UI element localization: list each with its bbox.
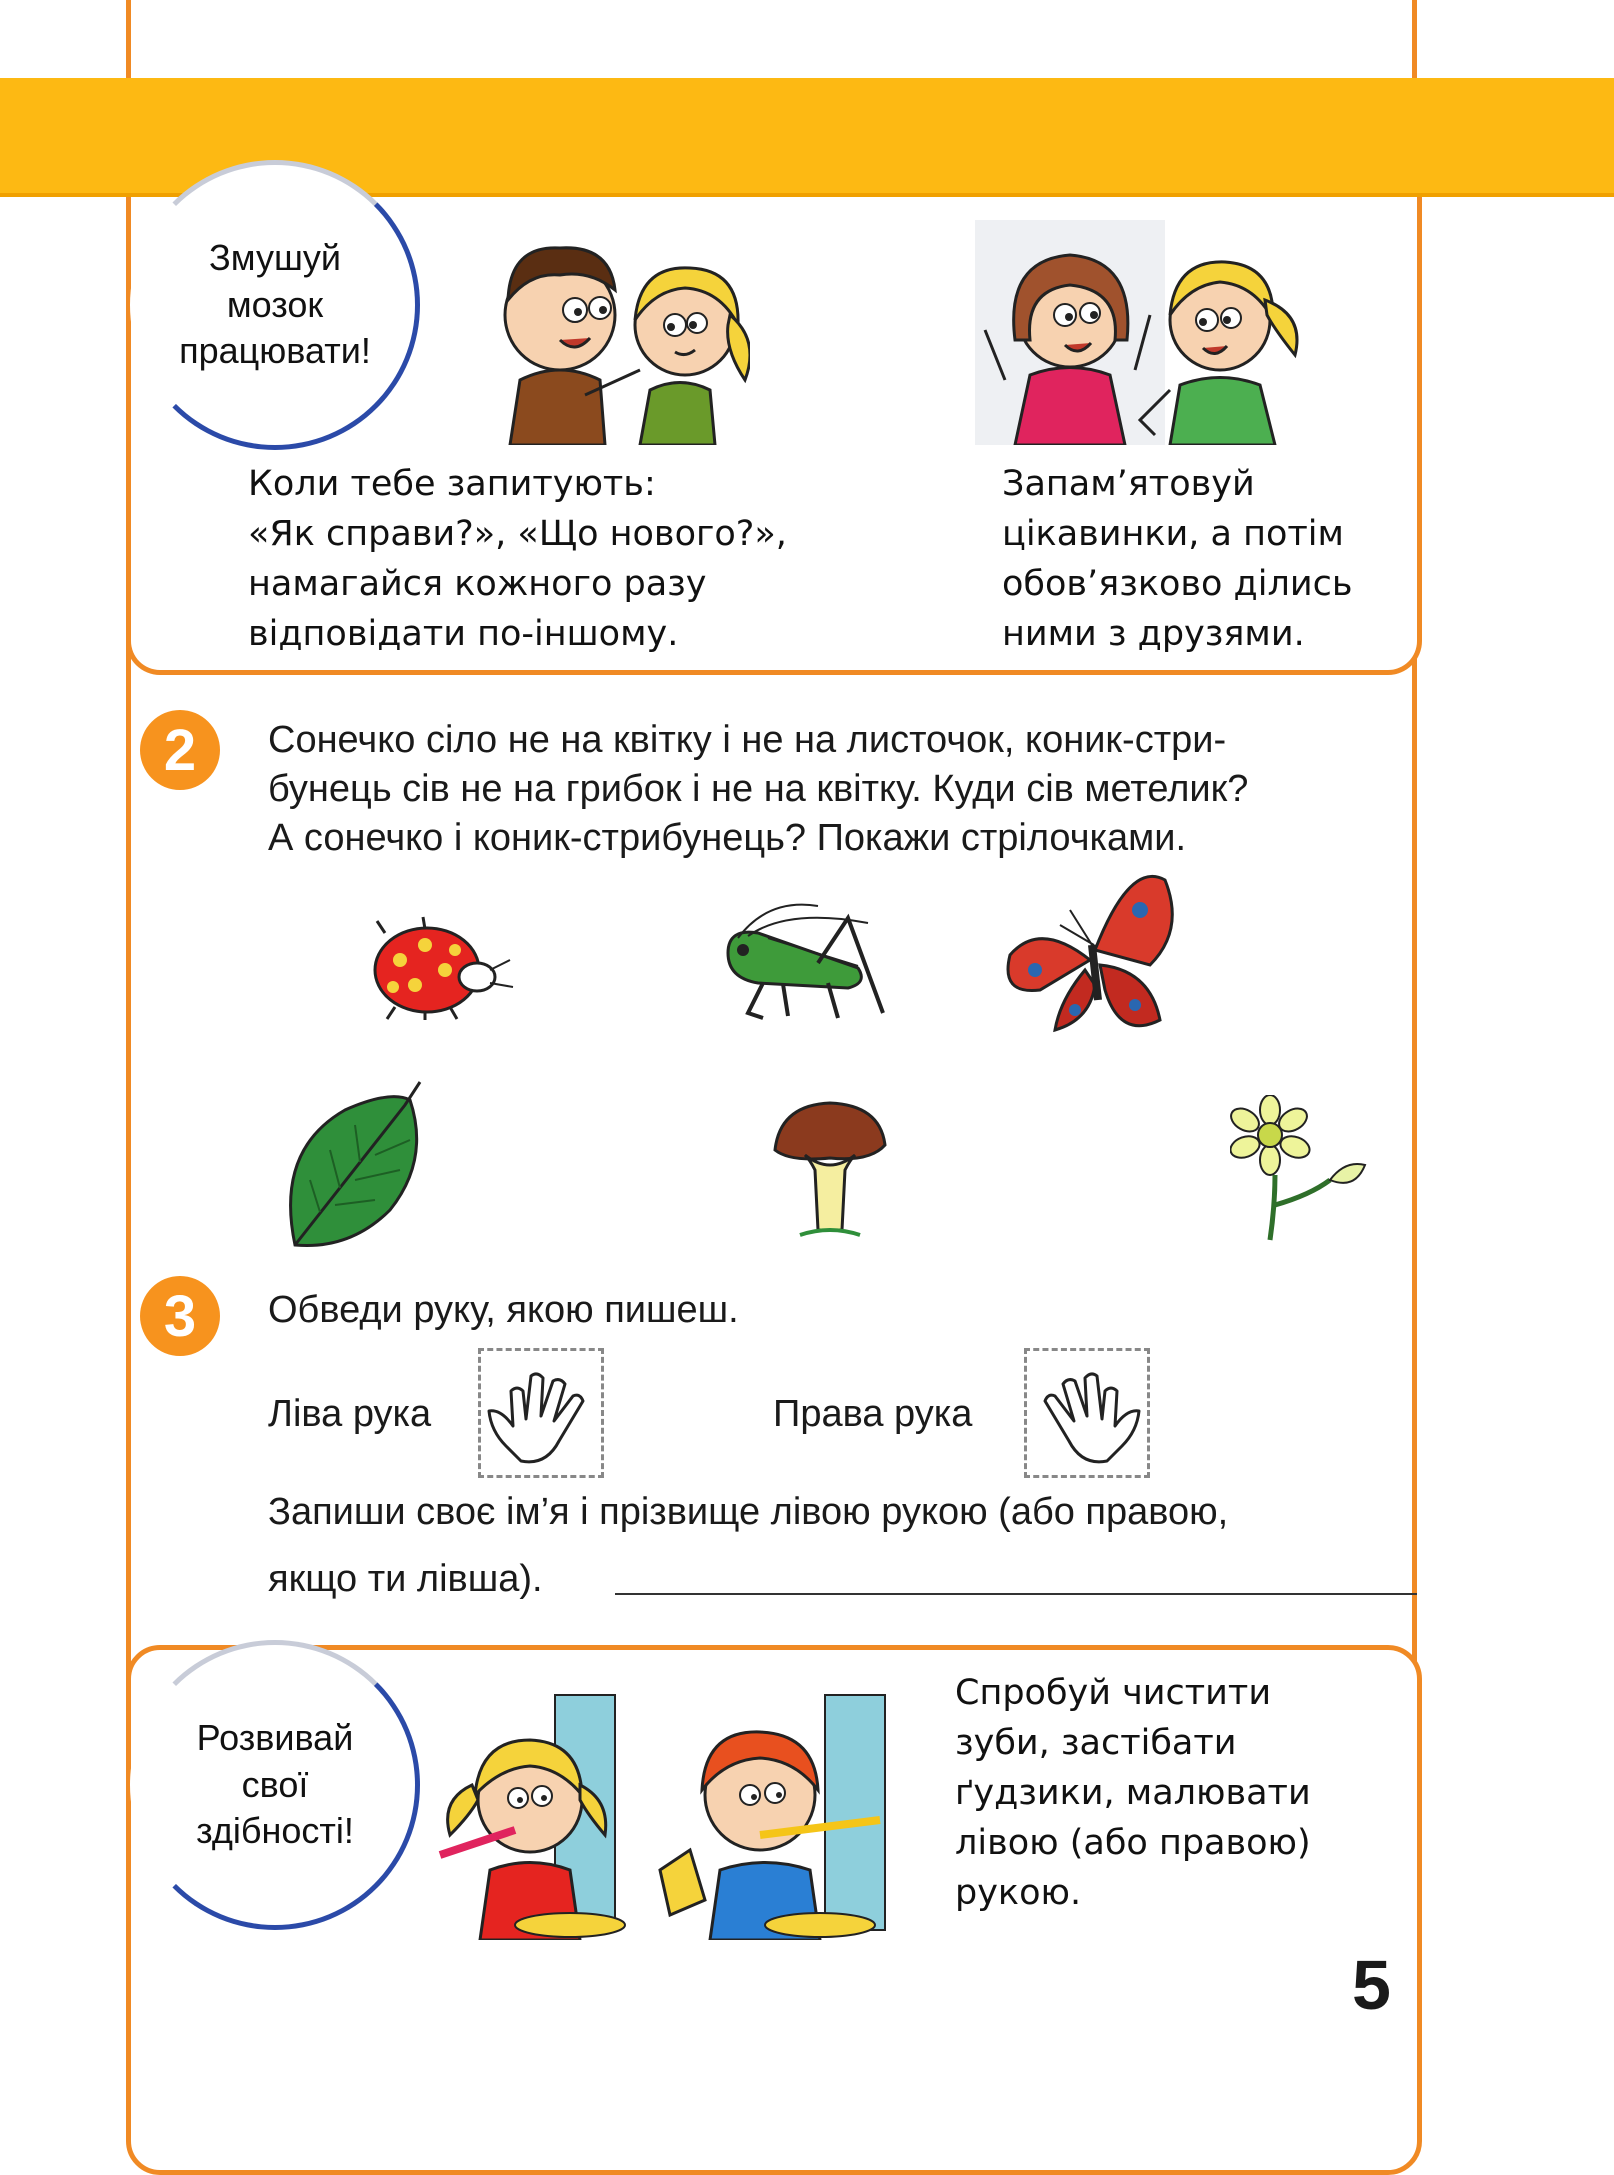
text-line: Запам’ятовуй bbox=[1002, 464, 1255, 504]
task-3-instruction: Обведи руку, якою пишеш. bbox=[268, 1289, 739, 1331]
text-line: ними з друзями. bbox=[1002, 614, 1305, 654]
text-line: обов’язково ділись bbox=[1002, 564, 1353, 604]
grasshopper-icon bbox=[708, 898, 898, 1023]
leaf-icon bbox=[280, 1080, 435, 1250]
text-line: лівою (або правою) bbox=[955, 1823, 1311, 1863]
text-line: Спробуй чистити bbox=[955, 1673, 1272, 1713]
text-line: «Як справи?», «Що нового?», bbox=[248, 514, 787, 554]
mushroom-icon bbox=[770, 1100, 890, 1240]
tip-brain-right-text bbox=[1002, 459, 1352, 659]
text-line: зуби, застібати bbox=[955, 1723, 1237, 1763]
tip-circle-brain bbox=[130, 160, 420, 450]
circle-line: Змушуй bbox=[209, 236, 341, 278]
write-name-text-1: Запиши своє ім’я і прізвище лівою рукою (або правою, bbox=[268, 1491, 1229, 1533]
text-line: Сонечко сіло не на квітку і не на листочок, коник-стри- bbox=[268, 719, 1227, 761]
write-name-text-2: якщо ти лівша). bbox=[268, 1558, 543, 1600]
text-line: відповідати по-іншому. bbox=[248, 614, 679, 654]
flower-icon bbox=[1230, 1095, 1390, 1245]
butterfly-icon bbox=[1000, 870, 1185, 1045]
task-2-text bbox=[268, 716, 1248, 863]
kids-talking-illustration bbox=[490, 230, 750, 445]
kids-brushing-teeth-illustration bbox=[420, 1690, 900, 1940]
left-hand-label: Ліва рука bbox=[268, 1393, 432, 1435]
name-answer-line[interactable] bbox=[615, 1593, 1417, 1595]
task-3-badge: 3 bbox=[140, 1276, 220, 1356]
tip-brain-left-text bbox=[248, 459, 787, 659]
right-hand-icon bbox=[1027, 1351, 1147, 1475]
tip-circle-skills bbox=[130, 1640, 420, 1930]
girls-sharing-illustration bbox=[975, 220, 1315, 445]
circle-line: мозок bbox=[226, 283, 324, 325]
circle-line: Розвивай bbox=[196, 1716, 354, 1758]
page-number: 5 bbox=[1352, 1946, 1391, 2024]
text-line: ґудзики, малювати bbox=[955, 1773, 1311, 1813]
circle-line: здібності! bbox=[196, 1810, 354, 1852]
right-hand-box[interactable] bbox=[1024, 1348, 1150, 1478]
text-line: намагайся кожного разу bbox=[248, 564, 707, 604]
ladybug-icon bbox=[365, 915, 515, 1020]
text-line: Коли тебе запитують: bbox=[248, 464, 656, 504]
task-2-badge: 2 bbox=[140, 710, 220, 790]
text-line: цікавинки, а потім bbox=[1002, 514, 1344, 554]
tip-skills-text bbox=[955, 1668, 1311, 1918]
text-line: А сонечко і коник-стрибунець? Покажи стрілочками. bbox=[268, 817, 1187, 859]
circle-line: свої bbox=[241, 1763, 309, 1805]
left-hand-box[interactable] bbox=[478, 1348, 604, 1478]
right-hand-label: Права рука bbox=[773, 1393, 973, 1435]
text-line: рукою. bbox=[955, 1873, 1082, 1913]
circle-line: працювати! bbox=[179, 330, 371, 372]
text-line: бунець сів не на грибок і не на квітку. Куди сів метелик? bbox=[268, 768, 1249, 810]
left-hand-icon bbox=[481, 1351, 601, 1475]
